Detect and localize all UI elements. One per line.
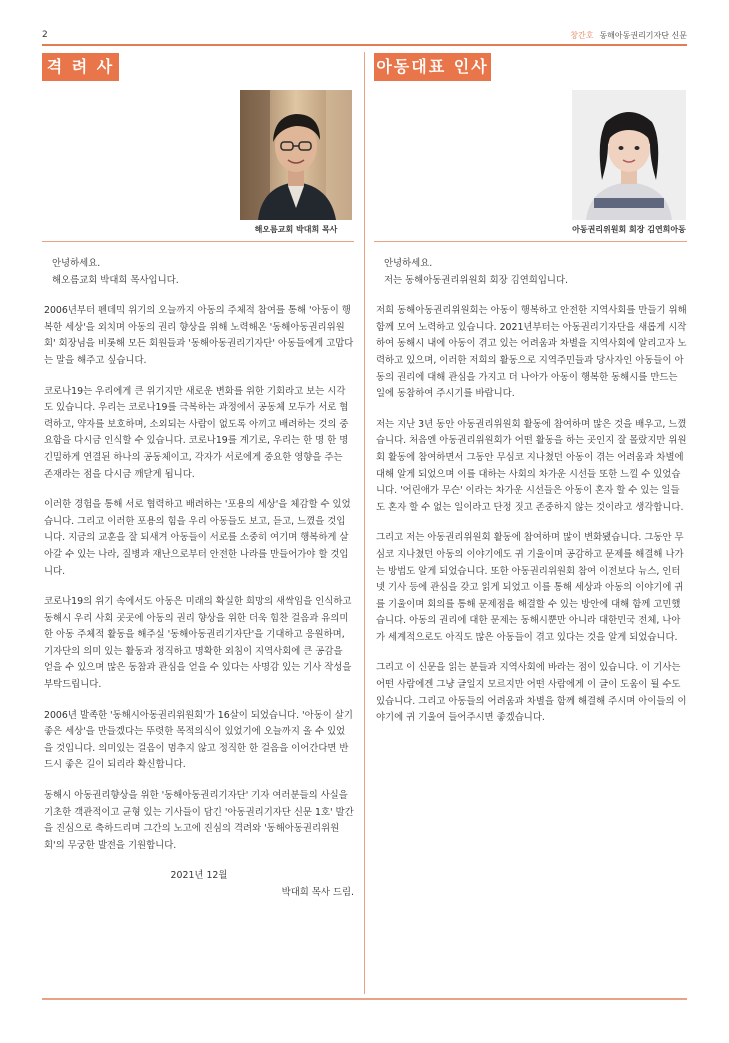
column-divider — [364, 52, 365, 994]
publication-header — [570, 30, 687, 41]
left-paragraph: 이러한 경험을 통해 서로 협력하고 배려하는 '포용의 세상'을 체감할 수 있었습니다. 그리고 이러한 포용의 힘을 우리 아동들도 보고, 듣고, 느꼈을 것입니다. 지금의 교훈을 잘 되새겨 아동들이 서로를 소중히 여기며 행복하게 살아갈 수 있는 나라, 질병과 재난으로부터 안전한 나라를 만들어가야 할 것입니다. — [44, 499, 351, 577]
right-greeting-line: 저는 동해아동권리위원회 회장 김연희입니다. — [384, 274, 568, 286]
left-article — [44, 256, 354, 902]
letter-date: 2021년 12월 — [170, 870, 228, 882]
right-paragraph: 그리고 저는 아동권리위원회 활동에 참여하며 많이 변화됐습니다. 그동안 무심코 지나쳤던 아동의 이야기에도 귀 기울이며 공감하고 문제를 해결해 나가는 방법도 알게 되었습니다. 또한 아동권리위원회 참여 이전보다 뉴스, 인터넷 기사 등에 관심을 갖고 읽게 되었고 이를 통해 세상과 아동의 이야기에 귀를 기울이며 회의를 통해 문제점을 해결할 수 있는 방안에 대해 함께 고민했습니다. 아동의 권리에 대한 문제는 동해시뿐만 아니라 대한민국 전체, 나아가 세계적으로도 아직도 많은 아동들이 겪고 있다는 것을 알게 되었습니다. — [376, 532, 684, 643]
left-section-rule — [42, 241, 354, 242]
left-greeting — [44, 256, 354, 289]
right-greeting-line: 안녕하세요. — [384, 258, 433, 269]
pastor-caption: 해오름교회 박대희 목사 — [254, 225, 338, 234]
footer-rule — [42, 998, 687, 1000]
letter-signature: 박대희 목사 드림. — [281, 887, 354, 898]
left-greeting-line: 해오름교회 박대희 목사입니다. — [52, 274, 179, 286]
right-greeting — [376, 256, 687, 289]
right-section-rule — [374, 241, 687, 242]
pastor-portrait — [240, 90, 352, 220]
right-paragraph: 그리고 이 신문을 읽는 분들과 지역사회에 바라는 점이 있습니다. 이 기사는 어떤 사람에겐 그냥 글일지 모르지만 어떤 사람에게 이 글이 도움이 될 수도 있습니다. 그리고 아동들의 어려움과 차별을 함께 해결해 주시며 아이들의 이야기에 귀 기울여 들어주시면 좋겠습니다. — [376, 662, 687, 724]
issue-number: 창간호 — [570, 31, 594, 40]
left-greeting-line: 안녕하세요. — [52, 258, 101, 269]
left-paragraph: 코로나19의 위기 속에서도 아동은 미래의 확실한 희망의 새싹임을 인식하고 동해시 우리 사회 곳곳에 아동의 권리 향상을 위한 더욱 힘찬 걸음과 유의미한 아동 주체적 활동을 해주실 '동해아동권리기자단'을 기대하고 응원하며, 기자단의 의미 있는 활동과 정직하고 명확한 외침이 지역사회에 큰 공감을 얻을 수 있으며 많은 동참과 관심을 얻을 수 있다는 사명감 있는 기사 작성을 부탁드립니다. — [44, 596, 352, 691]
publication-name: 동해아동권리기자단 신문 — [599, 31, 687, 40]
child-portrait — [572, 90, 686, 220]
left-paragraph: 2006년 발족한 '동해시아동권리위원회'가 16살이 되었습니다. '아동이 살기 좋은 세상'을 만들겠다는 뚜렷한 목적의식이 있었기에 오늘까지 올 수 있었을 것입니다. 의미있는 걸음이 멈추지 않고 정직한 한 걸음을 이어간다면 반드시 좋은 길이 되리라 확신합니다. — [44, 709, 353, 771]
right-article — [376, 256, 687, 741]
right-paragraph: 저희 동해아동권리위원회는 아동이 행복하고 안전한 지역사회를 만들기 위해 함께 모여 노력하고 있습니다. 2021년부터는 아동권리기자단을 새롭게 시작하여 동해시 내에 아동이 겪고 있는 어려움과 차별을 지역사회에 알리고자 노력하고 있으며, 이러한 저희의 활동으로 지역주민들과 당사자인 아동들이 아동의 권리에 대해 관심을 가지고 더 나아가 아동이 행복한 동해시를 만드는 일에 동참하여 주시기를 바랍니다. — [376, 305, 687, 400]
child-caption: 아동권리위원회 회장 김연희아동 — [572, 225, 686, 234]
left-paragraph: 2006년부터 펜데믹 위기의 오늘까지 아동의 주체적 참여를 통해 '아동이 행복한 세상'을 외치며 아동의 권리 향상을 위해 노력해온 '동해아동권리위원회' 회장님을 비롯해 모든 회원들과 '동해아동권리기자단' 아동들에게 고맙다는 말을 해주고 싶습니다. — [44, 305, 354, 366]
left-paragraph: 코로나19는 우리에게 큰 위기지만 새로운 변화를 위한 기회라고 보는 시각도 있습니다. 우리는 코로나19를 극복하는 과정에서 공동체 모두가 서로 협력하고, 약자를 보호하며, 소외되는 사람이 없도록 아끼고 배려하는 것의 중요함을 다시금 인식할 수 있습니다. 코로나19를 계기로, 우리는 한 명 한 명 긴밀하게 연결된 하나의 공동체이고, 각자가 서로에게 중요한 영향을 주는 존재라는 점을 다시금 깨닫게 됩니다. — [44, 385, 349, 480]
page-number: 2 — [42, 30, 48, 40]
right-paragraph: 저는 지난 3년 동안 아동권리위원회 활동에 참여하며 많은 것을 배우고, 느꼈습니다. 처음엔 아동권리위원회가 어떤 활동을 하는 곳인지 잘 몰랐지만 위원회 활동에 참여하면서 그동안 무심코 지나쳤던 아동이 겪는 어려움과 차별에 대해 알게 되었으며 이를 대하는 사회의 차가운 시선들 또한 느낄 수 있었습니다. '어린애가 무슨' 이라는 차가운 시선들은 아동이 혼자 할 수 있는 일들도 혼자 할 수 없는 일이라고 단정 짓고 존중하지 않는 것이라고 생각합니다. — [376, 418, 687, 513]
right-banner: 아동대표 인사 — [374, 53, 491, 81]
header-rule — [42, 44, 687, 46]
left-banner: 격 려 사 — [42, 53, 119, 81]
left-paragraph: 동해시 아동권리향상을 위한 '동해아동권리기자단' 기자 여러분들의 사실을 기초한 객관적이고 균형 있는 기사들이 담긴 '아동권리기자단 신문 1호' 발간을 진심으로 축하드리며 그간의 노고에 진심의 격려와 '동해아동권리위원회'의 무궁한 발전을 기원합니다. — [44, 790, 354, 851]
